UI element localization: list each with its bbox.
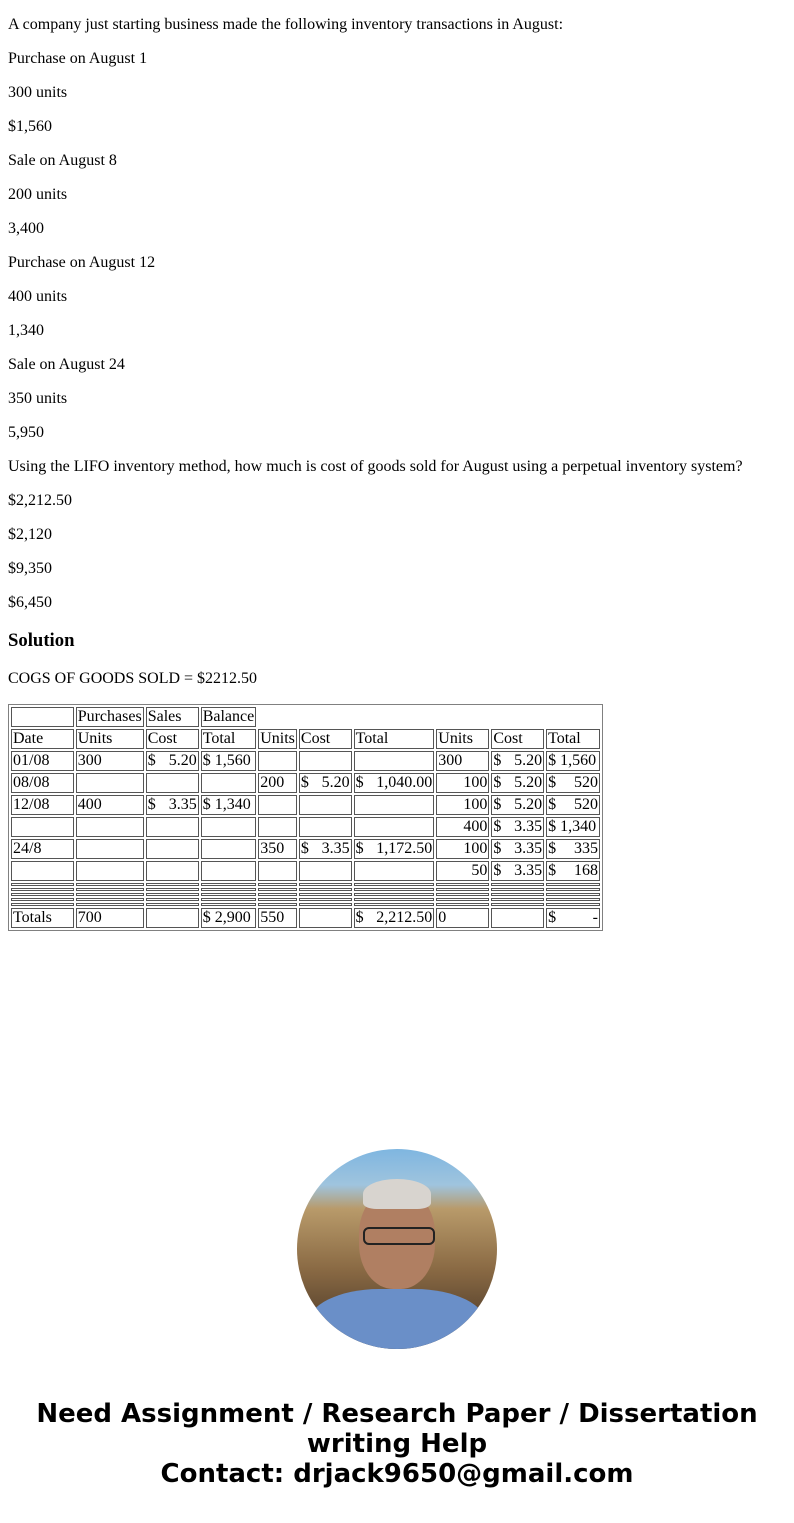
cell-value: 5.20 [168,752,197,769]
empty-cell [436,707,489,727]
answer-option: $2,212.50 [8,492,72,509]
table-row [11,861,600,881]
spacer-row [11,893,600,896]
table-cell: $ 2,900 [201,908,257,928]
cell-value: 3.35 [514,840,543,857]
question-line: 300 units [8,84,68,101]
solution-answer: COGS OF GOODS SOLD = $2212.50 [8,670,258,687]
table-cell [146,861,199,881]
table-cell: 50 [436,861,489,881]
currency-symbol: $ [548,862,557,879]
currency-symbol: $ [548,796,557,813]
currency-symbol: $ [300,840,309,857]
table-cell [299,839,352,859]
cell-value: 3.35 [514,818,543,835]
table-cell: Units [436,729,489,749]
empty-cell [299,898,352,901]
empty-cell [76,898,144,901]
empty-cell [258,893,297,896]
currency-symbol: $ [147,796,156,813]
table-cell [258,817,297,837]
table-cell: 01/08 [11,751,74,771]
table-cell: $ 1,560 [546,751,600,771]
table-cell: 100 [436,839,489,859]
currency-symbol: $ [548,909,557,926]
table-row [11,773,600,793]
question-line: Sale on August 8 [8,152,117,169]
table-cell [546,861,600,881]
question-line: 350 units [8,390,68,407]
empty-cell [436,888,489,891]
table-cell: Cost [299,729,352,749]
table-cell: 300 [436,751,489,771]
table-cell: Units [76,729,144,749]
table-cell [491,839,544,859]
table-cell: Total [546,729,600,749]
cell-value: 520 [574,774,598,791]
empty-cell [11,883,74,886]
currency-symbol: $ [300,774,309,791]
table-cell [76,817,144,837]
inventory-table [8,704,603,931]
empty-cell [146,883,199,886]
empty-cell [436,898,489,901]
table-cell [299,861,352,881]
group-header-cell: Sales [146,707,199,727]
question-line: $1,560 [8,118,52,135]
empty-cell [546,888,600,891]
empty-cell [201,888,257,891]
author-photo [297,1149,497,1349]
currency-symbol: $ [493,862,502,879]
spacer-row [11,883,600,886]
empty-cell [546,898,600,901]
table-cell [258,795,297,815]
table-cell: Date [11,729,74,749]
table-row [11,751,600,771]
table-row [11,839,600,859]
table-cell: 700 [76,908,144,928]
table-cell [354,817,435,837]
column-header-row [11,729,600,749]
empty-cell [546,883,600,886]
footer-help: Need Assignment / Research Paper / Dissertation writing Help [36,1399,758,1459]
table-cell: 400 [76,795,144,815]
table-cell [146,795,199,815]
table-cell [546,773,600,793]
table-cell: 24/8 [11,839,74,859]
answer-option: $9,350 [8,560,52,577]
empty-cell [201,883,257,886]
empty-cell [11,898,74,901]
table-cell [354,795,435,815]
empty-cell [491,898,544,901]
empty-cell [76,903,144,906]
table-cell [76,773,144,793]
table-cell: 0 [436,908,489,928]
cell-value: 5.20 [514,796,543,813]
table-cell [201,861,257,881]
table-cell: $ 1,340 [546,817,600,837]
empty-cell [146,898,199,901]
empty-cell [299,707,352,727]
table-cell [146,908,199,928]
table-cell: 400 [436,817,489,837]
question-line: 200 units [8,186,68,203]
cell-value: - [592,909,598,926]
empty-cell [354,707,435,727]
currency-symbol: $ [355,840,364,857]
group-header-row [11,707,600,727]
empty-cell [76,888,144,891]
question-line: 400 units [8,288,68,305]
empty-cell [354,893,435,896]
cell-value: 1,040.00 [376,774,433,791]
table-cell: 550 [258,908,297,928]
table-cell [491,751,544,771]
question-line: 5,950 [8,424,44,441]
answer-option: $6,450 [8,594,52,611]
table-cell: 200 [258,773,297,793]
table-cell [201,817,257,837]
table-cell [354,839,435,859]
empty-cell [258,888,297,891]
empty-cell [146,893,199,896]
table-cell: Cost [491,729,544,749]
empty-cell [299,893,352,896]
table-row [11,908,600,928]
empty-cell [354,883,435,886]
cell-value: 5.20 [514,752,543,769]
cell-value: 5.20 [514,774,543,791]
empty-cell [258,707,297,727]
table-cell: Units [260,730,295,747]
cell-value: 5.20 [321,774,350,791]
empty-cell [354,888,435,891]
group-header-cell [11,707,74,727]
empty-cell [11,893,74,896]
table-cell [11,817,74,837]
currency-symbol: $ [548,840,557,857]
empty-cell [546,707,600,727]
table-cell [258,861,297,881]
table-cell: 100 [436,773,489,793]
cell-value: 1,172.50 [376,840,433,857]
cell-value: 520 [574,796,598,813]
table-cell [546,908,600,928]
spacer-row [11,888,600,891]
table-cell [11,861,74,881]
table-cell [201,839,257,859]
empty-cell [258,903,297,906]
table-cell: Total [354,729,435,749]
empty-cell [146,903,199,906]
table-cell [201,773,257,793]
empty-cell [546,903,600,906]
currency-symbol: $ [493,818,502,835]
solution-heading: Solution [8,630,75,651]
empty-cell [258,883,297,886]
answer-option: $2,120 [8,526,52,543]
contact-footer [8,1399,786,1489]
empty-cell [436,903,489,906]
currency-symbol: $ [493,774,502,791]
question-line: Sale on August 24 [8,356,125,373]
group-header-cell: Balance [202,708,255,725]
empty-cell [491,707,544,727]
empty-cell [299,888,352,891]
question-line: Purchase on August 1 [8,50,148,67]
table-cell [299,817,352,837]
spacer-row [11,898,600,901]
cell-value: 3.35 [321,840,350,857]
table-cell [546,795,600,815]
table-cell [299,773,352,793]
table-cell [146,839,199,859]
currency-symbol: $ [355,774,364,791]
cell-value: 2,212.50 [376,909,433,926]
spacer-row [11,903,600,906]
empty-cell [354,898,435,901]
table-cell [146,751,199,771]
table-cell [491,795,544,815]
table-row [11,817,600,837]
empty-cell [491,888,544,891]
table-cell [299,751,352,771]
table-cell [354,861,435,881]
empty-cell [436,883,489,886]
table-row [11,795,600,815]
table-cell [491,773,544,793]
empty-cell [201,903,257,906]
question-prompt: Using the LIFO inventory method, how much is cost of goods sold for August using a perpetual inventory system? [8,458,743,475]
table-cell [146,817,199,837]
empty-cell [11,903,74,906]
question-intro: A company just starting business made the following inventory transactions in August: [8,16,564,33]
table-cell [491,861,544,881]
empty-cell [146,888,199,891]
table-cell: 350 [258,839,297,859]
table-cell [76,861,144,881]
table-cell: 100 [436,795,489,815]
table-cell [546,839,600,859]
question-line: 1,340 [8,322,44,339]
empty-cell [546,893,600,896]
cell-value: 335 [574,840,598,857]
currency-symbol: $ [493,796,502,813]
table-cell [491,817,544,837]
table-cell [354,751,435,771]
table-cell [354,773,435,793]
table-cell [258,751,297,771]
table-cell: 08/08 [11,773,74,793]
currency-symbol: $ [493,752,502,769]
table-cell [299,908,352,928]
table-cell [354,908,435,928]
table-cell: 300 [76,751,144,771]
empty-cell [491,903,544,906]
table-cell: Total [201,729,257,749]
table-cell: Cost [146,729,199,749]
currency-symbol: $ [355,909,364,926]
cell-value: 3.35 [168,796,197,813]
table-cell: Totals [11,908,74,928]
footer-contact: Contact: drjack9650@gmail.com [160,1459,634,1489]
cell-value: 168 [574,862,598,879]
table-cell: 12/08 [11,795,74,815]
empty-cell [491,893,544,896]
currency-symbol: $ [147,752,156,769]
empty-cell [491,883,544,886]
table-cell [299,795,352,815]
table-cell [146,773,199,793]
empty-cell [76,883,144,886]
question-line: 3,400 [8,220,44,237]
group-header-cell: Purchases [77,708,142,725]
currency-symbol: $ [548,774,557,791]
table-cell: $ 1,340 [201,795,257,815]
empty-cell [299,903,352,906]
cell-value: 3.35 [514,862,543,879]
empty-cell [354,903,435,906]
empty-cell [201,893,257,896]
empty-cell [299,883,352,886]
table-cell: $ 1,560 [201,751,257,771]
currency-symbol: $ [493,840,502,857]
empty-cell [201,898,257,901]
empty-cell [258,898,297,901]
question-line: Purchase on August 12 [8,254,156,271]
table-cell [76,839,144,859]
empty-cell [76,893,144,896]
empty-cell [436,893,489,896]
empty-cell [11,888,74,891]
table-cell [491,908,544,928]
